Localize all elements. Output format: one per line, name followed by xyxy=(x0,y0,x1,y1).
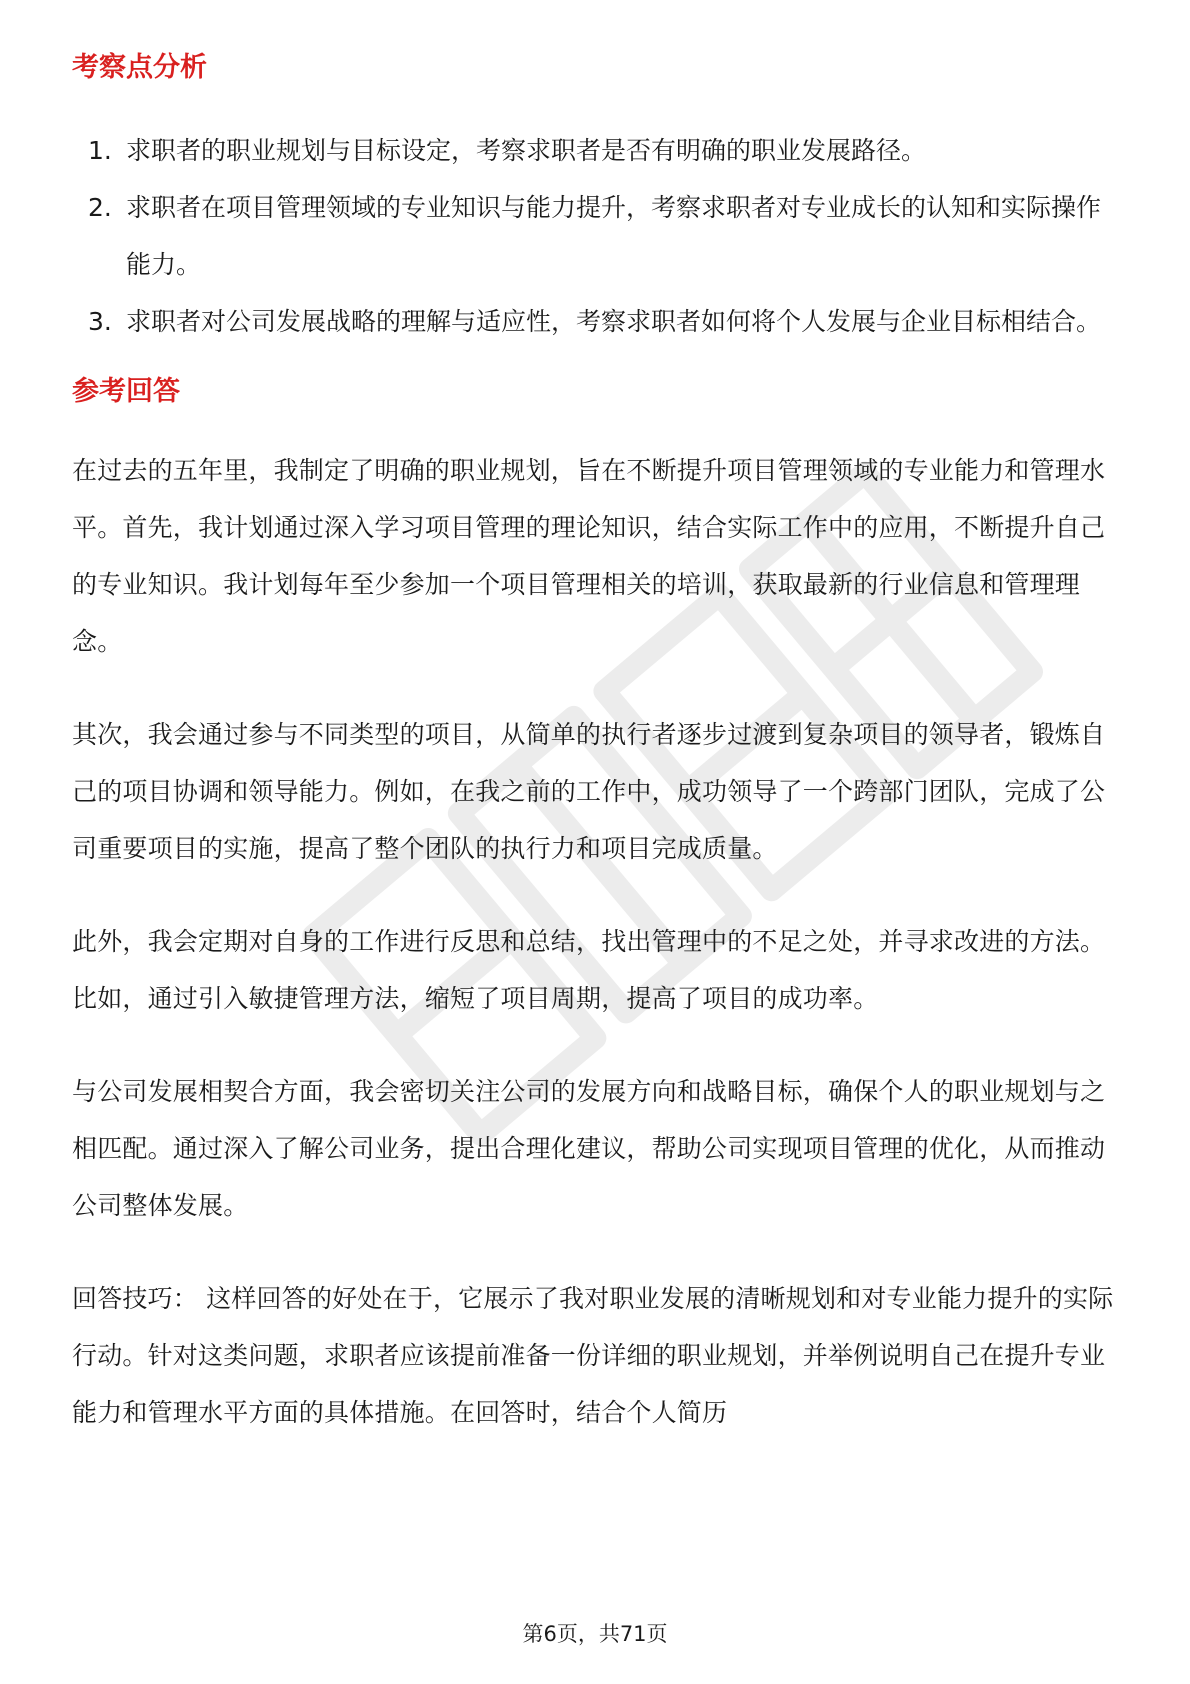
analysis-points-list xyxy=(72,122,1122,350)
answer-paragraph: 与公司发展相契合方面，我会密切关注公司的发展方向和战略目标，确保个人的职业规划与之相匹配。通过深入了解公司业务，提出合理化建议，帮助公司实现项目管理的优化，从而推动公司整体发展。 xyxy=(72,1077,1106,1220)
answer-paragraph: 在过去的五年里，我制定了明确的职业规划，旨在不断提升项目管理领域的专业能力和管理水平。首先，我计划通过深入学习项目管理的理论知识，结合实际工作中的应用，不断提升自己的专业知识。我计划每年至少参加一个项目管理相关的培训，获取最新的行业信息和管理理念。 xyxy=(72,456,1106,656)
list-item xyxy=(72,179,1122,293)
page-number-footer: 第6页，共71页 xyxy=(522,1622,668,1646)
list-item xyxy=(72,122,1122,179)
list-item-text: 求职者在项目管理领域的专业知识与能力提升，考察求职者对专业成长的认知和实际操作能力。 xyxy=(126,193,1102,279)
list-item-text: 求职者对公司发展战略的理解与适应性，考察求职者如何将个人发展与企业目标相结合。 xyxy=(126,307,1102,336)
list-item-number: 3. xyxy=(88,307,112,336)
answer-paragraph: 此外，我会定期对自身的工作进行反思和总结，找出管理中的不足之处，并寻求改进的方法。比如，通过引入敏捷管理方法，缩短了项目周期，提高了项目的成功率。 xyxy=(72,927,1106,1013)
answer-paragraph: 其次，我会通过参与不同类型的项目，从简单的执行者逐步过渡到复杂项目的领导者，锻炼自己的项目协调和领导能力。例如，在我之前的工作中，成功领导了一个跨部门团队，完成了公司重要项目的实施，提高了整个团队的执行力和项目完成质量。 xyxy=(72,720,1106,863)
list-item-number: 2. xyxy=(88,193,112,222)
page-content xyxy=(72,48,1122,1441)
list-item-text: 求职者的职业规划与目标设定，考察求职者是否有明确的职业发展路径。 xyxy=(126,136,927,165)
answer-tips-paragraph: 回答技巧： 这样回答的好处在于，它展示了我对职业发展的清晰规划和对专业能力提升的实际行动。针对这类问题，求职者应该提前准备一份详细的职业规划，并举例说明自己在提升专业能力和管理水平方面的具体措施。在回答时，结合个人简历 xyxy=(72,1284,1114,1427)
section-heading-analysis: 考察点分析 xyxy=(72,52,207,83)
list-item xyxy=(72,293,1122,350)
list-item-number: 1. xyxy=(88,136,112,165)
section-heading-answer: 参考回答 xyxy=(72,376,180,407)
